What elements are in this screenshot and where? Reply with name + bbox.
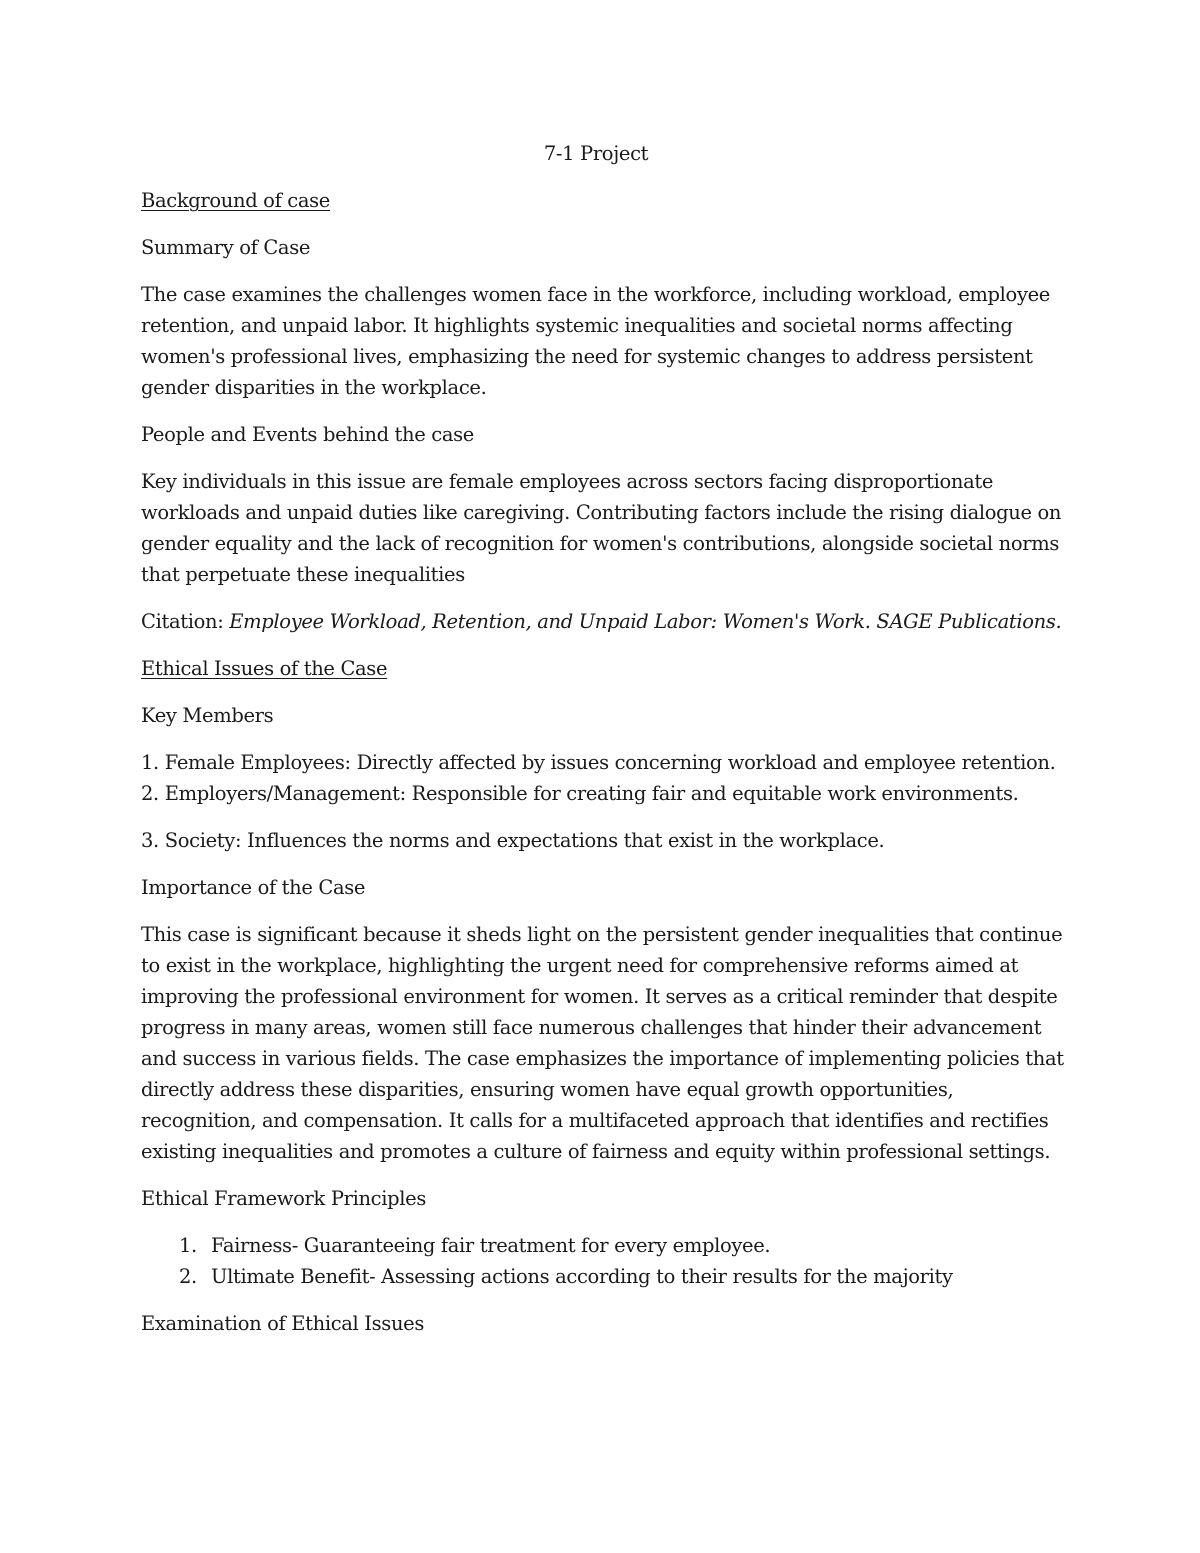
- citation: [141, 606, 1071, 637]
- citation-label: Citation:: [141, 610, 230, 633]
- key-member-item: 1. Female Employees: Directly affected by issues concerning workload and employee retention.: [141, 751, 1056, 774]
- summary-heading: Summary of Case: [141, 236, 311, 259]
- list-number: 1.: [179, 1234, 197, 1257]
- framework-heading: Ethical Framework Principles: [141, 1187, 426, 1210]
- importance-paragraph: This case is significant because it sheds light on the persistent gender inequalities that continue to exist in the workplace, highlighting the urgent need for comprehensive reforms aimed at improving the professional environment for women. It serves as a critical reminder that despite progress in many areas, women still face numerous challenges that hinder their advancement and success in various fields. The case emphasizes the importance of implementing policies that directly address these disparities, ensuring women have equal growth opportunities, recognition, and compensation. It calls for a multifaceted approach that identifies and rectifies existing inequalities and promotes a culture of fairness and equity within professional settings.: [141, 923, 1064, 1163]
- list-text: Ultimate Benefit- Assessing actions according to their results for the majority: [211, 1265, 953, 1288]
- citation-source: Employee Workload, Retention, and Unpaid Labor: Women's Work. SAGE Publications.: [229, 610, 1062, 633]
- importance-heading: Importance of the Case: [141, 876, 366, 899]
- key-member-item: 3. Society: Influences the norms and expectations that exist in the workplace.: [141, 829, 885, 852]
- framework-list-item: [141, 1261, 1071, 1292]
- people-paragraph: Key individuals in this issue are female employees across sectors facing disproportionate workloads and unpaid duties like caregiving. Contributing factors include the rising dialogue on gender equality and the lack of recognition for women's contributions, alongside societal norms that perpetuate these inequalities: [141, 470, 1062, 586]
- people-heading: People and Events behind the case: [141, 423, 474, 446]
- summary-paragraph: The case examines the challenges women face in the workforce, including workload, employee retention, and unpaid labor. It highlights systemic inequalities and societal norms affecting women's professional lives, emphasizing the need for systemic changes to address persistent gender disparities in the workplace.: [141, 283, 1050, 399]
- background-heading: Background of case: [141, 189, 330, 212]
- list-text: Fairness- Guaranteeing fair treatment for every employee.: [211, 1234, 771, 1257]
- framework-list: [141, 1230, 1071, 1292]
- key-member-item: 2. Employers/Management: Responsible for creating fair and equitable work environments.: [141, 782, 1019, 805]
- framework-list-item: [141, 1230, 1071, 1261]
- examination-heading: Examination of Ethical Issues: [141, 1312, 425, 1335]
- list-number: 2.: [179, 1265, 197, 1288]
- document-title: 7-1 Project: [543, 142, 649, 165]
- key-members-heading: Key Members: [141, 704, 274, 727]
- document-page: [141, 138, 1071, 1339]
- ethical-issues-heading: Ethical Issues of the Case: [141, 657, 388, 680]
